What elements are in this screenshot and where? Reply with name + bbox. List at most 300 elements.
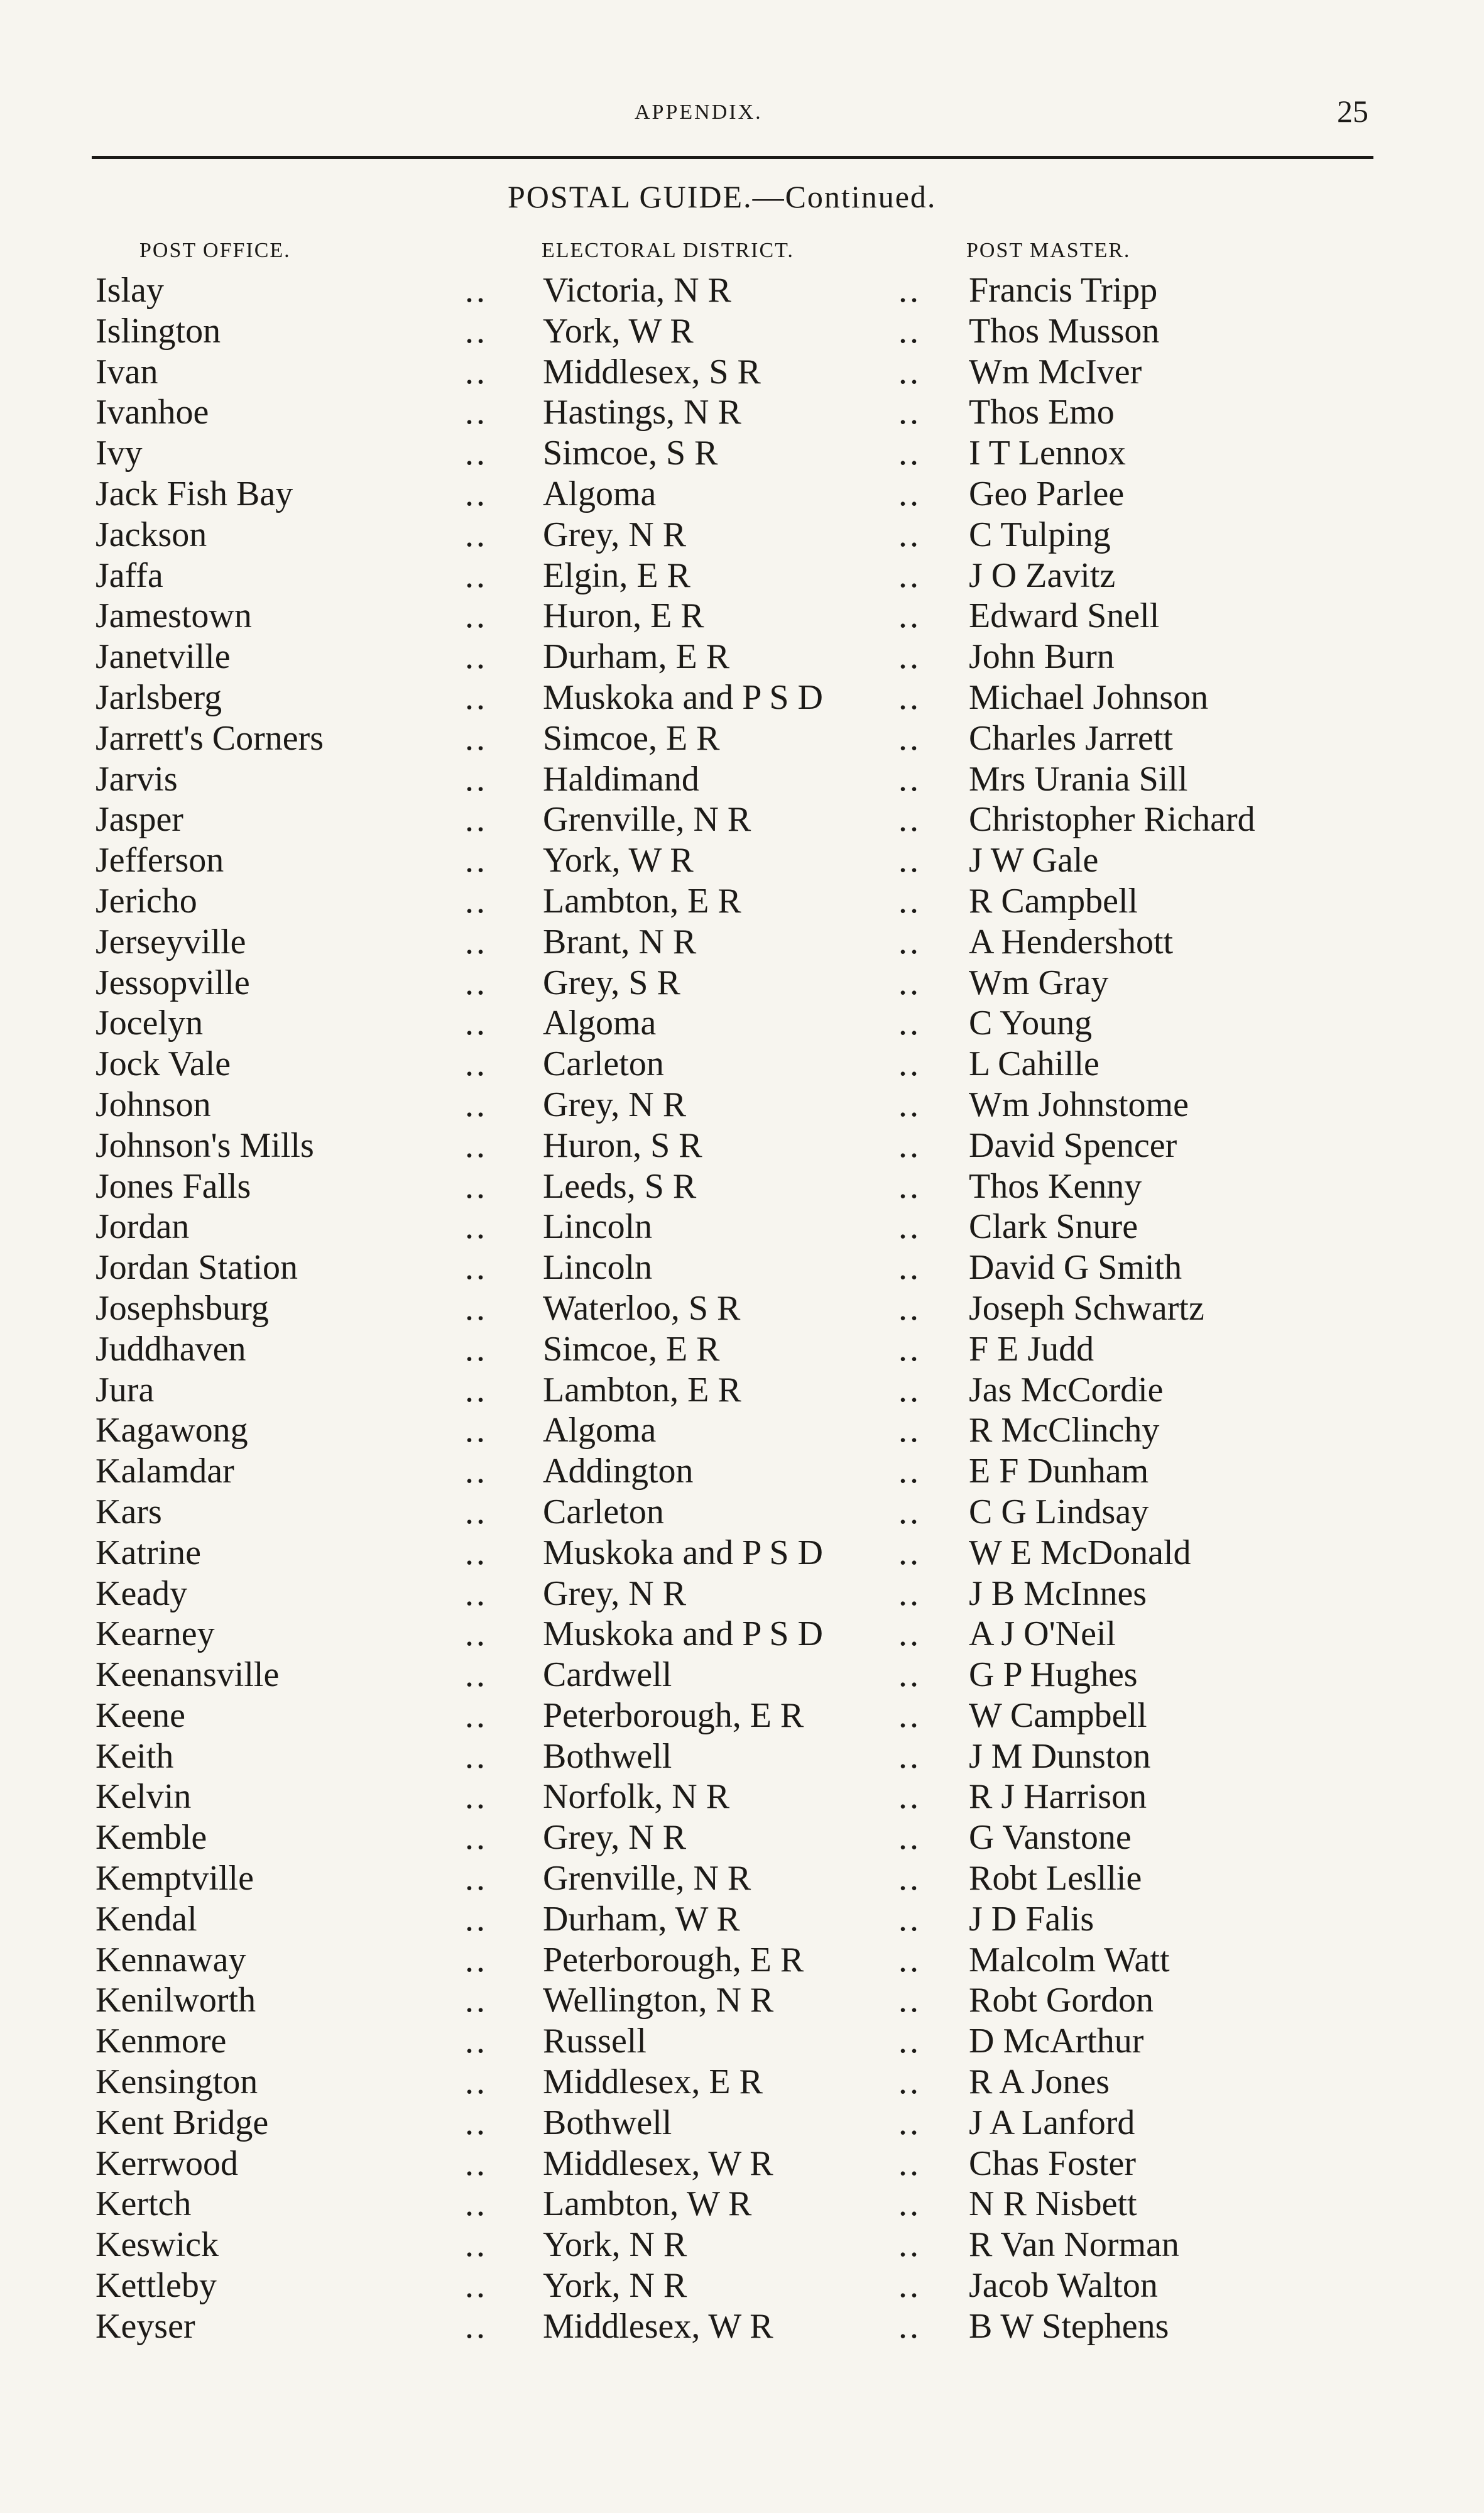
electoral-district: Elgin, E R xyxy=(543,556,690,595)
leader-dots: .. xyxy=(465,1207,488,1247)
electoral-district: York, W R xyxy=(543,311,694,351)
post-master-name: Chas Foster xyxy=(969,2143,1136,2183)
post-office-name: Kenilworth xyxy=(95,1981,256,2020)
post-office-name: Jefferson xyxy=(95,841,224,880)
leader-dots: .. xyxy=(898,1125,921,1165)
electoral-district: Carleton xyxy=(543,1044,664,1084)
post-office-name: Johnson xyxy=(95,1085,211,1124)
electoral-district: Lambton, E R xyxy=(543,1370,741,1410)
post-master-name: C Tulping xyxy=(969,515,1111,554)
leader-dots: .. xyxy=(465,1695,488,1735)
post-office-name: Kemptville xyxy=(95,1859,254,1898)
post-office-name: Keenansville xyxy=(95,1655,280,1695)
electoral-district: Bothwell xyxy=(543,1736,672,1776)
leader-dots: .. xyxy=(898,800,921,840)
leader-dots: .. xyxy=(898,474,921,513)
post-office-name: Johnson's Mills xyxy=(95,1125,314,1165)
post-master-name: C G Lindsay xyxy=(969,1492,1149,1531)
post-office-name: Jasper xyxy=(95,800,183,840)
post-master-name: J M Dunston xyxy=(969,1736,1151,1776)
post-master-name: Francis Tripp xyxy=(969,271,1158,310)
post-master-name: David Spencer xyxy=(969,1125,1177,1165)
post-office-name: Jericho xyxy=(95,881,197,921)
electoral-district: York, W R xyxy=(543,841,694,880)
electoral-district: Cardwell xyxy=(543,1655,672,1695)
leader-dots: .. xyxy=(465,2022,488,2061)
electoral-district: Durham, E R xyxy=(543,637,730,677)
post-office-name: Kennaway xyxy=(95,1940,246,1979)
leader-dots: .. xyxy=(465,1288,488,1328)
leader-dots: .. xyxy=(465,800,488,840)
post-office-name: Kelvin xyxy=(95,1777,192,1817)
post-master-name: Joseph Schwartz xyxy=(969,1288,1204,1328)
post-office-name: Kendal xyxy=(95,1899,197,1939)
electoral-district: Durham, W R xyxy=(543,1899,740,1939)
electoral-district: Grey, N R xyxy=(543,1085,687,1124)
table-row xyxy=(0,2265,1484,2306)
post-master-name: Malcolm Watt xyxy=(969,1940,1170,1979)
leader-dots: .. xyxy=(898,1614,921,1654)
post-master-name: W Campbell xyxy=(969,1695,1147,1735)
post-master-name: L Cahille xyxy=(969,1044,1099,1084)
table-row xyxy=(0,677,1484,718)
leader-dots: .. xyxy=(898,759,921,799)
post-office-name: Kenmore xyxy=(95,2022,227,2061)
table-row xyxy=(0,1533,1484,1574)
post-master-name: G Vanstone xyxy=(969,1818,1132,1858)
column-header-post-office: POST OFFICE. xyxy=(139,239,291,262)
post-master-name: Wm Johnstome xyxy=(969,1085,1189,1124)
electoral-district: York, N R xyxy=(543,2225,687,2265)
table-row xyxy=(0,2184,1484,2225)
leader-dots: .. xyxy=(465,1655,488,1695)
electoral-district: Algoma xyxy=(543,1411,657,1450)
leader-dots: .. xyxy=(898,2103,921,2142)
post-master-name: Jacob Walton xyxy=(969,2266,1158,2306)
leader-dots: .. xyxy=(898,596,921,636)
post-office-name: Jordan Station xyxy=(95,1248,298,1288)
post-office-name: Kensington xyxy=(95,2062,258,2102)
electoral-district: Simcoe, S R xyxy=(543,434,718,473)
post-office-name: Kagawong xyxy=(95,1411,248,1450)
post-office-name: Kertch xyxy=(95,2184,192,2224)
post-master-name: N R Nisbett xyxy=(969,2184,1137,2224)
running-head: APPENDIX. xyxy=(635,101,763,124)
electoral-district: Middlesex, S R xyxy=(543,352,761,391)
table-row xyxy=(0,1207,1484,1247)
electoral-district: Lambton, W R xyxy=(543,2184,752,2224)
leader-dots: .. xyxy=(465,759,488,799)
leader-dots: .. xyxy=(465,881,488,921)
table-row xyxy=(0,474,1484,515)
table-row xyxy=(0,311,1484,352)
electoral-district: Middlesex, W R xyxy=(543,2143,773,2183)
electoral-district: Middlesex, E R xyxy=(543,2062,763,2102)
post-master-name: Wm McIver xyxy=(969,352,1142,391)
leader-dots: .. xyxy=(465,434,488,473)
post-office-name: Kemble xyxy=(95,1818,207,1858)
table-row xyxy=(0,392,1484,433)
leader-dots: .. xyxy=(898,1940,921,1979)
post-office-name: Kars xyxy=(95,1492,162,1531)
electoral-district: Muskoka and P S D xyxy=(543,1614,823,1654)
table-row xyxy=(0,2306,1484,2347)
post-master-name: A J O'Neil xyxy=(969,1614,1116,1654)
leader-dots: .. xyxy=(465,2225,488,2265)
leader-dots: .. xyxy=(898,1248,921,1288)
table-row xyxy=(0,1695,1484,1736)
leader-dots: .. xyxy=(465,1411,488,1450)
leader-dots: .. xyxy=(465,352,488,391)
electoral-district: Simcoe, E R xyxy=(543,718,720,758)
electoral-district: Leeds, S R xyxy=(543,1166,697,1206)
leader-dots: .. xyxy=(898,1004,921,1043)
electoral-district: Grenville, N R xyxy=(543,1859,751,1898)
electoral-district: Carleton xyxy=(543,1492,664,1531)
post-master-name: B W Stephens xyxy=(969,2306,1169,2346)
post-office-name: Jura xyxy=(95,1370,155,1410)
post-office-name: Ivy xyxy=(95,434,143,473)
leader-dots: .. xyxy=(898,2022,921,2061)
post-master-name: D McArthur xyxy=(969,2022,1144,2061)
leader-dots: .. xyxy=(465,922,488,961)
leader-dots: .. xyxy=(465,1329,488,1369)
leader-dots: .. xyxy=(465,271,488,310)
table-row xyxy=(0,1736,1484,1777)
electoral-district: Muskoka and P S D xyxy=(543,1533,823,1572)
table-row xyxy=(0,1899,1484,1940)
post-master-name: Charles Jarrett xyxy=(969,718,1173,758)
post-master-name: Michael Johnson xyxy=(969,677,1209,717)
leader-dots: .. xyxy=(898,637,921,677)
leader-dots: .. xyxy=(898,1777,921,1817)
leader-dots: .. xyxy=(898,963,921,1002)
leader-dots: .. xyxy=(465,1452,488,1491)
table-row xyxy=(0,1329,1484,1370)
table-row xyxy=(0,1451,1484,1492)
leader-dots: .. xyxy=(465,474,488,513)
post-office-name: Jarvis xyxy=(95,759,178,799)
post-master-name: Clark Snure xyxy=(969,1207,1138,1247)
leader-dots: .. xyxy=(898,393,921,432)
post-office-name: Keene xyxy=(95,1695,186,1735)
leader-dots: .. xyxy=(465,1859,488,1898)
electoral-district: Haldimand xyxy=(543,759,699,799)
post-office-name: Jessopville xyxy=(95,963,250,1002)
leader-dots: .. xyxy=(898,1288,921,1328)
post-office-name: Jaffa xyxy=(95,556,163,595)
post-master-name: J W Gale xyxy=(969,841,1099,880)
post-office-name: Jocelyn xyxy=(95,1004,204,1043)
leader-dots: .. xyxy=(465,556,488,595)
leader-dots: .. xyxy=(465,1940,488,1979)
leader-dots: .. xyxy=(898,1085,921,1124)
post-office-name: Kettleby xyxy=(95,2266,217,2306)
post-office-name: Josephsburg xyxy=(95,1288,269,1328)
leader-dots: .. xyxy=(465,2062,488,2102)
electoral-district: Muskoka and P S D xyxy=(543,677,823,717)
table-row xyxy=(0,1370,1484,1411)
leader-dots: .. xyxy=(465,2266,488,2306)
leader-dots: .. xyxy=(465,1818,488,1858)
leader-dots: .. xyxy=(465,1085,488,1124)
electoral-district: Algoma xyxy=(543,1004,657,1043)
leader-dots: .. xyxy=(465,1614,488,1654)
electoral-district: Grey, N R xyxy=(543,515,687,554)
post-office-name: Katrine xyxy=(95,1533,201,1572)
leader-dots: .. xyxy=(898,677,921,717)
electoral-district: Lincoln xyxy=(543,1248,653,1288)
leader-dots: .. xyxy=(898,1736,921,1776)
post-master-name: Edward Snell xyxy=(969,596,1160,636)
page-title: POSTAL GUIDE.—Continued. xyxy=(508,179,937,214)
leader-dots: .. xyxy=(898,718,921,758)
post-master-name: Robt Gordon xyxy=(969,1981,1154,2020)
leader-dots: .. xyxy=(465,1574,488,1613)
post-office-name: Juddhaven xyxy=(95,1329,246,1369)
post-office-name: Jarrett's Corners xyxy=(95,718,324,758)
post-master-name: R A Jones xyxy=(969,2062,1110,2102)
table-row xyxy=(0,1980,1484,2021)
leader-dots: .. xyxy=(465,637,488,677)
leader-dots: .. xyxy=(465,1899,488,1939)
post-office-name: Ivanhoe xyxy=(95,393,209,432)
postal-guide-table xyxy=(0,270,1484,2347)
leader-dots: .. xyxy=(898,1492,921,1531)
electoral-district: Lambton, E R xyxy=(543,881,741,921)
table-row xyxy=(0,963,1484,1004)
leader-dots: .. xyxy=(898,515,921,554)
electoral-district: Brant, N R xyxy=(543,922,697,961)
leader-dots: .. xyxy=(898,1452,921,1491)
header-rule xyxy=(92,156,1373,159)
leader-dots: .. xyxy=(898,2266,921,2306)
table-row xyxy=(0,1166,1484,1207)
table-row xyxy=(0,1085,1484,1125)
leader-dots: .. xyxy=(898,434,921,473)
electoral-district: Middlesex, W R xyxy=(543,2306,773,2346)
post-master-name: E F Dunham xyxy=(969,1452,1149,1491)
post-master-name: R Campbell xyxy=(969,881,1138,921)
post-office-name: Jones Falls xyxy=(95,1166,251,1206)
post-office-name: Jackson xyxy=(95,515,207,554)
leader-dots: .. xyxy=(898,2062,921,2102)
post-master-name: J D Falis xyxy=(969,1899,1094,1939)
table-row xyxy=(0,759,1484,800)
leader-dots: .. xyxy=(465,1248,488,1288)
leader-dots: .. xyxy=(898,1207,921,1247)
leader-dots: .. xyxy=(465,1125,488,1165)
electoral-district: Peterborough, E R xyxy=(543,1940,804,1979)
table-row xyxy=(0,1858,1484,1899)
table-row xyxy=(0,2021,1484,2062)
table-row xyxy=(0,840,1484,881)
leader-dots: .. xyxy=(898,1574,921,1613)
leader-dots: .. xyxy=(465,2143,488,2183)
post-office-name: Ivan xyxy=(95,352,158,391)
leader-dots: .. xyxy=(898,2306,921,2346)
post-office-name: Kalamdar xyxy=(95,1452,234,1491)
table-row xyxy=(0,1044,1484,1085)
electoral-district: Grey, N R xyxy=(543,1818,687,1858)
leader-dots: .. xyxy=(898,841,921,880)
leader-dots: .. xyxy=(898,1533,921,1572)
electoral-district: Hastings, N R xyxy=(543,393,741,432)
table-row xyxy=(0,352,1484,393)
table-row xyxy=(0,1492,1484,1533)
leader-dots: .. xyxy=(898,2225,921,2265)
post-master-name: Jas McCordie xyxy=(969,1370,1164,1410)
electoral-district: Addington xyxy=(543,1452,694,1491)
table-row xyxy=(0,922,1484,963)
table-row xyxy=(0,1614,1484,1655)
table-row xyxy=(0,270,1484,311)
electoral-district: Grey, N R xyxy=(543,1574,687,1613)
electoral-district: Waterloo, S R xyxy=(543,1288,741,1328)
post-office-name: Islay xyxy=(95,271,164,310)
leader-dots: .. xyxy=(465,515,488,554)
leader-dots: .. xyxy=(465,1004,488,1043)
post-master-name: C Young xyxy=(969,1004,1093,1043)
post-master-name: David G Smith xyxy=(969,1248,1182,1288)
table-row xyxy=(0,1655,1484,1695)
post-office-name: Kearney xyxy=(95,1614,215,1654)
leader-dots: .. xyxy=(898,881,921,921)
table-row xyxy=(0,2062,1484,2103)
post-office-name: Kerrwood xyxy=(95,2143,239,2183)
post-office-name: Janetville xyxy=(95,637,231,677)
post-office-name: Keswick xyxy=(95,2225,219,2265)
leader-dots: .. xyxy=(898,1818,921,1858)
leader-dots: .. xyxy=(465,963,488,1002)
post-office-name: Keady xyxy=(95,1574,188,1613)
leader-dots: .. xyxy=(898,1411,921,1450)
table-row xyxy=(0,2143,1484,2184)
table-row xyxy=(0,596,1484,637)
leader-dots: .. xyxy=(465,1981,488,2020)
post-office-name: Jock Vale xyxy=(95,1044,231,1084)
leader-dots: .. xyxy=(465,1044,488,1084)
leader-dots: .. xyxy=(898,352,921,391)
post-master-name: A Hendershott xyxy=(969,922,1174,961)
post-office-name: Jarlsberg xyxy=(95,677,222,717)
post-office-name: Keith xyxy=(95,1736,174,1776)
table-row xyxy=(0,1003,1484,1044)
leader-dots: .. xyxy=(465,1492,488,1531)
leader-dots: .. xyxy=(898,1044,921,1084)
post-master-name: Mrs Urania Sill xyxy=(969,759,1188,799)
electoral-district: Lincoln xyxy=(543,1207,653,1247)
post-master-name: I T Lennox xyxy=(969,434,1126,473)
post-master-name: J B McInnes xyxy=(969,1574,1147,1613)
leader-dots: .. xyxy=(898,1859,921,1898)
table-row xyxy=(0,556,1484,596)
post-master-name: G P Hughes xyxy=(969,1655,1138,1695)
table-row xyxy=(0,881,1484,922)
table-row xyxy=(0,2103,1484,2143)
post-office-name: Jamestown xyxy=(95,596,252,636)
leader-dots: .. xyxy=(898,1981,921,2020)
leader-dots: .. xyxy=(465,2306,488,2346)
electoral-district: York, N R xyxy=(543,2266,687,2306)
leader-dots: .. xyxy=(898,1370,921,1410)
leader-dots: .. xyxy=(465,1370,488,1410)
leader-dots: .. xyxy=(898,1166,921,1206)
leader-dots: .. xyxy=(465,2103,488,2142)
table-row xyxy=(0,1940,1484,1981)
table-row xyxy=(0,718,1484,759)
leader-dots: .. xyxy=(465,677,488,717)
leader-dots: .. xyxy=(465,1736,488,1776)
column-header-electoral-district: ELECTORAL DISTRICT. xyxy=(542,239,794,262)
table-row xyxy=(0,799,1484,840)
post-master-name: Wm Gray xyxy=(969,963,1109,1002)
table-row xyxy=(0,1574,1484,1614)
leader-dots: .. xyxy=(898,1899,921,1939)
electoral-district: Algoma xyxy=(543,474,657,513)
post-master-name: W E McDonald xyxy=(969,1533,1191,1572)
table-row xyxy=(0,1817,1484,1858)
leader-dots: .. xyxy=(898,2143,921,2183)
electoral-district: Russell xyxy=(543,2022,647,2061)
leader-dots: .. xyxy=(465,841,488,880)
electoral-district: Grey, S R xyxy=(543,963,680,1002)
leader-dots: .. xyxy=(465,1533,488,1572)
leader-dots: .. xyxy=(898,1329,921,1369)
post-office-name: Islington xyxy=(95,311,221,351)
electoral-district: Simcoe, E R xyxy=(543,1329,720,1369)
leader-dots: .. xyxy=(465,1166,488,1206)
electoral-district: Huron, E R xyxy=(543,596,704,636)
leader-dots: .. xyxy=(898,311,921,351)
page-number: 25 xyxy=(1337,94,1368,129)
leader-dots: .. xyxy=(898,556,921,595)
post-office-name: Keyser xyxy=(95,2306,195,2346)
post-master-name: Thos Kenny xyxy=(969,1166,1142,1206)
post-master-name: Robt Lesllie xyxy=(969,1859,1142,1898)
post-office-name: Kent Bridge xyxy=(95,2103,269,2142)
post-master-name: R J Harrison xyxy=(969,1777,1147,1817)
post-master-name: R Van Norman xyxy=(969,2225,1179,2265)
table-row xyxy=(0,515,1484,556)
post-master-name: J O Zavitz xyxy=(969,556,1116,595)
post-office-name: Jack Fish Bay xyxy=(95,474,293,513)
post-office-name: Jordan xyxy=(95,1207,190,1247)
leader-dots: .. xyxy=(465,393,488,432)
post-master-name: R McClinchy xyxy=(969,1411,1160,1450)
table-row xyxy=(0,1410,1484,1451)
leader-dots: .. xyxy=(465,596,488,636)
electoral-district: Grenville, N R xyxy=(543,800,751,840)
post-master-name: Christopher Richard xyxy=(969,800,1255,840)
post-office-name: Jerseyville xyxy=(95,922,246,961)
electoral-district: Bothwell xyxy=(543,2103,672,2142)
column-header-post-master: POST MASTER. xyxy=(966,239,1131,262)
table-row xyxy=(0,1247,1484,1288)
leader-dots: .. xyxy=(465,718,488,758)
post-master-name: F E Judd xyxy=(969,1329,1094,1369)
electoral-district: Norfolk, N R xyxy=(543,1777,730,1817)
post-master-name: Thos Emo xyxy=(969,393,1115,432)
table-row xyxy=(0,637,1484,677)
table-row xyxy=(0,1777,1484,1817)
electoral-district: Peterborough, E R xyxy=(543,1695,804,1735)
electoral-district: Huron, S R xyxy=(543,1125,702,1165)
leader-dots: .. xyxy=(898,1695,921,1735)
electoral-district: Victoria, N R xyxy=(543,271,731,310)
leader-dots: .. xyxy=(898,2184,921,2224)
leader-dots: .. xyxy=(898,922,921,961)
